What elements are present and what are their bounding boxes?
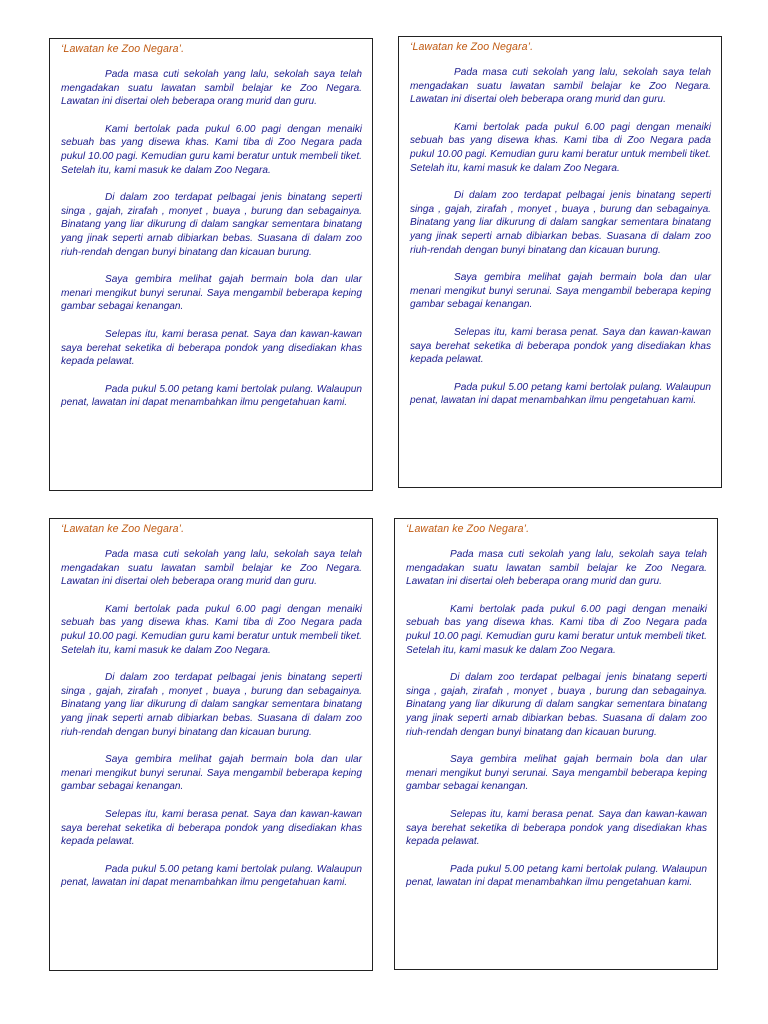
essay-paragraph-5: Selepas itu, kami berasa penat. Saya dan kawan-kawan saya berehat seketika di beberapa pondok yang disediakan khas kepada pelawat. <box>410 326 711 366</box>
essay-paragraph-3: Di dalam zoo terdapat pelbagai jenis binatang seperti singa , gajah, zirafah , monyet , buaya , burung dan sebagainya. Binatang yang liar dikurung di dalam sangkar sementara binatang yang jinak seperti arnab dibiarkan bebas. Suasana di dalam zoo riuh-rendah dengan bunyi binatang dan kicauan burung. <box>61 672 362 738</box>
essay-card-bottom-right <box>394 518 718 970</box>
essay-paragraph-5: Selepas itu, kami berasa penat. Saya dan kawan-kawan saya berehat seketika di beberapa pondok yang disediakan khas kepada pelawat. <box>61 328 362 368</box>
essay-card-top-right <box>398 36 722 488</box>
essay-paragraph-5: Selepas itu, kami berasa penat. Saya dan kawan-kawan saya berehat seketika di beberapa pondok yang disediakan khas kepada pelawat. <box>61 808 362 848</box>
essay-paragraph-2: Kami bertolak pada pukul 6.00 pagi dengan menaiki sebuah bas yang disewa khas. Kami tiba di Zoo Negara pada pukul 10.00 pagi. Kemudian guru kami beratur untuk membeli tiket. Setelah itu, kami masuk ke dalam Zoo Negara. <box>61 603 362 656</box>
essay-card-bottom-left <box>49 518 373 971</box>
essay-paragraph-3: Di dalam zoo terdapat pelbagai jenis binatang seperti singa , gajah, zirafah , monyet , buaya , burung dan sebagainya. Binatang yang liar dikurung di dalam sangkar sementara binatang yang jinak seperti arnab dibiarkan bebas. Suasana di dalam zoo riuh-rendah dengan bunyi binatang dan kicauan burung. <box>406 672 707 738</box>
essay-paragraph-6: Pada pukul 5.00 petang kami bertolak pulang. Walaupun penat, lawatan ini dapat menambahkan ilmu pengetahuan kami. <box>410 381 711 407</box>
essay-paragraph-2: Kami bertolak pada pukul 6.00 pagi dengan menaiki sebuah bas yang disewa khas. Kami tiba di Zoo Negara pada pukul 10.00 pagi. Kemudian guru kami beratur untuk membeli tiket. Setelah itu, kami masuk ke dalam Zoo Negara. <box>410 121 711 174</box>
essay-paragraph-1: Pada masa cuti sekolah yang lalu, sekolah saya telah mengadakan suatu lawatan sambil belajar ke Zoo Negara. Lawatan ini disertai oleh beberapa orang murid dan guru. <box>61 69 362 108</box>
essay-title: ‘Lawatan ke Zoo Negara’. <box>410 41 534 53</box>
essay-paragraph-4: Saya gembira melihat gajah bermain bola dan ular menari mengikut bunyi serunai. Saya mengambil beberapa keping gambar sebagai kenangan. <box>61 754 362 793</box>
essay-title: ‘Lawatan ke Zoo Negara’. <box>61 43 185 55</box>
essay-paragraph-3: Di dalam zoo terdapat pelbagai jenis binatang seperti singa , gajah, zirafah , monyet , buaya , burung dan sebagainya. Binatang yang liar dikurung di dalam sangkar sementara binatang yang jinak seperti arnab dibiarkan bebas. Suasana di dalam zoo riuh-rendah dengan bunyi binatang dan kicauan burung. <box>61 192 362 258</box>
essay-paragraph-1: Pada masa cuti sekolah yang lalu, sekolah saya telah mengadakan suatu lawatan sambil belajar ke Zoo Negara. Lawatan ini disertai oleh beberapa orang murid dan guru. <box>410 67 711 106</box>
essay-paragraph-4: Saya gembira melihat gajah bermain bola dan ular menari mengikut bunyi serunai. Saya mengambil beberapa keping gambar sebagai kenangan. <box>61 274 362 313</box>
essay-paragraph-6: Pada pukul 5.00 petang kami bertolak pulang. Walaupun penat, lawatan ini dapat menambahkan ilmu pengetahuan kami. <box>61 383 362 409</box>
essay-paragraph-2: Kami bertolak pada pukul 6.00 pagi dengan menaiki sebuah bas yang disewa khas. Kami tiba di Zoo Negara pada pukul 10.00 pagi. Kemudian guru kami beratur untuk membeli tiket. Setelah itu, kami masuk ke dalam Zoo Negara. <box>61 123 362 176</box>
essay-paragraph-6: Pada pukul 5.00 petang kami bertolak pulang. Walaupun penat, lawatan ini dapat menambahkan ilmu pengetahuan kami. <box>406 863 707 889</box>
essay-paragraph-5: Selepas itu, kami berasa penat. Saya dan kawan-kawan saya berehat seketika di beberapa pondok yang disediakan khas kepada pelawat. <box>406 808 707 848</box>
essay-title: ‘Lawatan ke Zoo Negara’. <box>406 523 530 535</box>
essay-card-top-left <box>49 38 373 491</box>
essay-paragraph-2: Kami bertolak pada pukul 6.00 pagi dengan menaiki sebuah bas yang disewa khas. Kami tiba di Zoo Negara pada pukul 10.00 pagi. Kemudian guru kami beratur untuk membeli tiket. Setelah itu, kami masuk ke dalam Zoo Negara. <box>406 603 707 656</box>
essay-paragraph-4: Saya gembira melihat gajah bermain bola dan ular menari mengikut bunyi serunai. Saya mengambil beberapa keping gambar sebagai kenangan. <box>406 754 707 793</box>
essay-paragraph-1: Pada masa cuti sekolah yang lalu, sekolah saya telah mengadakan suatu lawatan sambil belajar ke Zoo Negara. Lawatan ini disertai oleh beberapa orang murid dan guru. <box>406 549 707 588</box>
essay-title: ‘Lawatan ke Zoo Negara’. <box>61 523 185 535</box>
essay-paragraph-3: Di dalam zoo terdapat pelbagai jenis binatang seperti singa , gajah, zirafah , monyet , buaya , burung dan sebagainya. Binatang yang liar dikurung di dalam sangkar sementara binatang yang jinak seperti arnab dibiarkan bebas. Suasana di dalam zoo riuh-rendah dengan bunyi binatang dan kicauan burung. <box>410 190 711 256</box>
essay-paragraph-6: Pada pukul 5.00 petang kami bertolak pulang. Walaupun penat, lawatan ini dapat menambahkan ilmu pengetahuan kami. <box>61 863 362 889</box>
essay-paragraph-1: Pada masa cuti sekolah yang lalu, sekolah saya telah mengadakan suatu lawatan sambil belajar ke Zoo Negara. Lawatan ini disertai oleh beberapa orang murid dan guru. <box>61 549 362 588</box>
essay-paragraph-4: Saya gembira melihat gajah bermain bola dan ular menari mengikut bunyi serunai. Saya mengambil beberapa keping gambar sebagai kenangan. <box>410 272 711 311</box>
